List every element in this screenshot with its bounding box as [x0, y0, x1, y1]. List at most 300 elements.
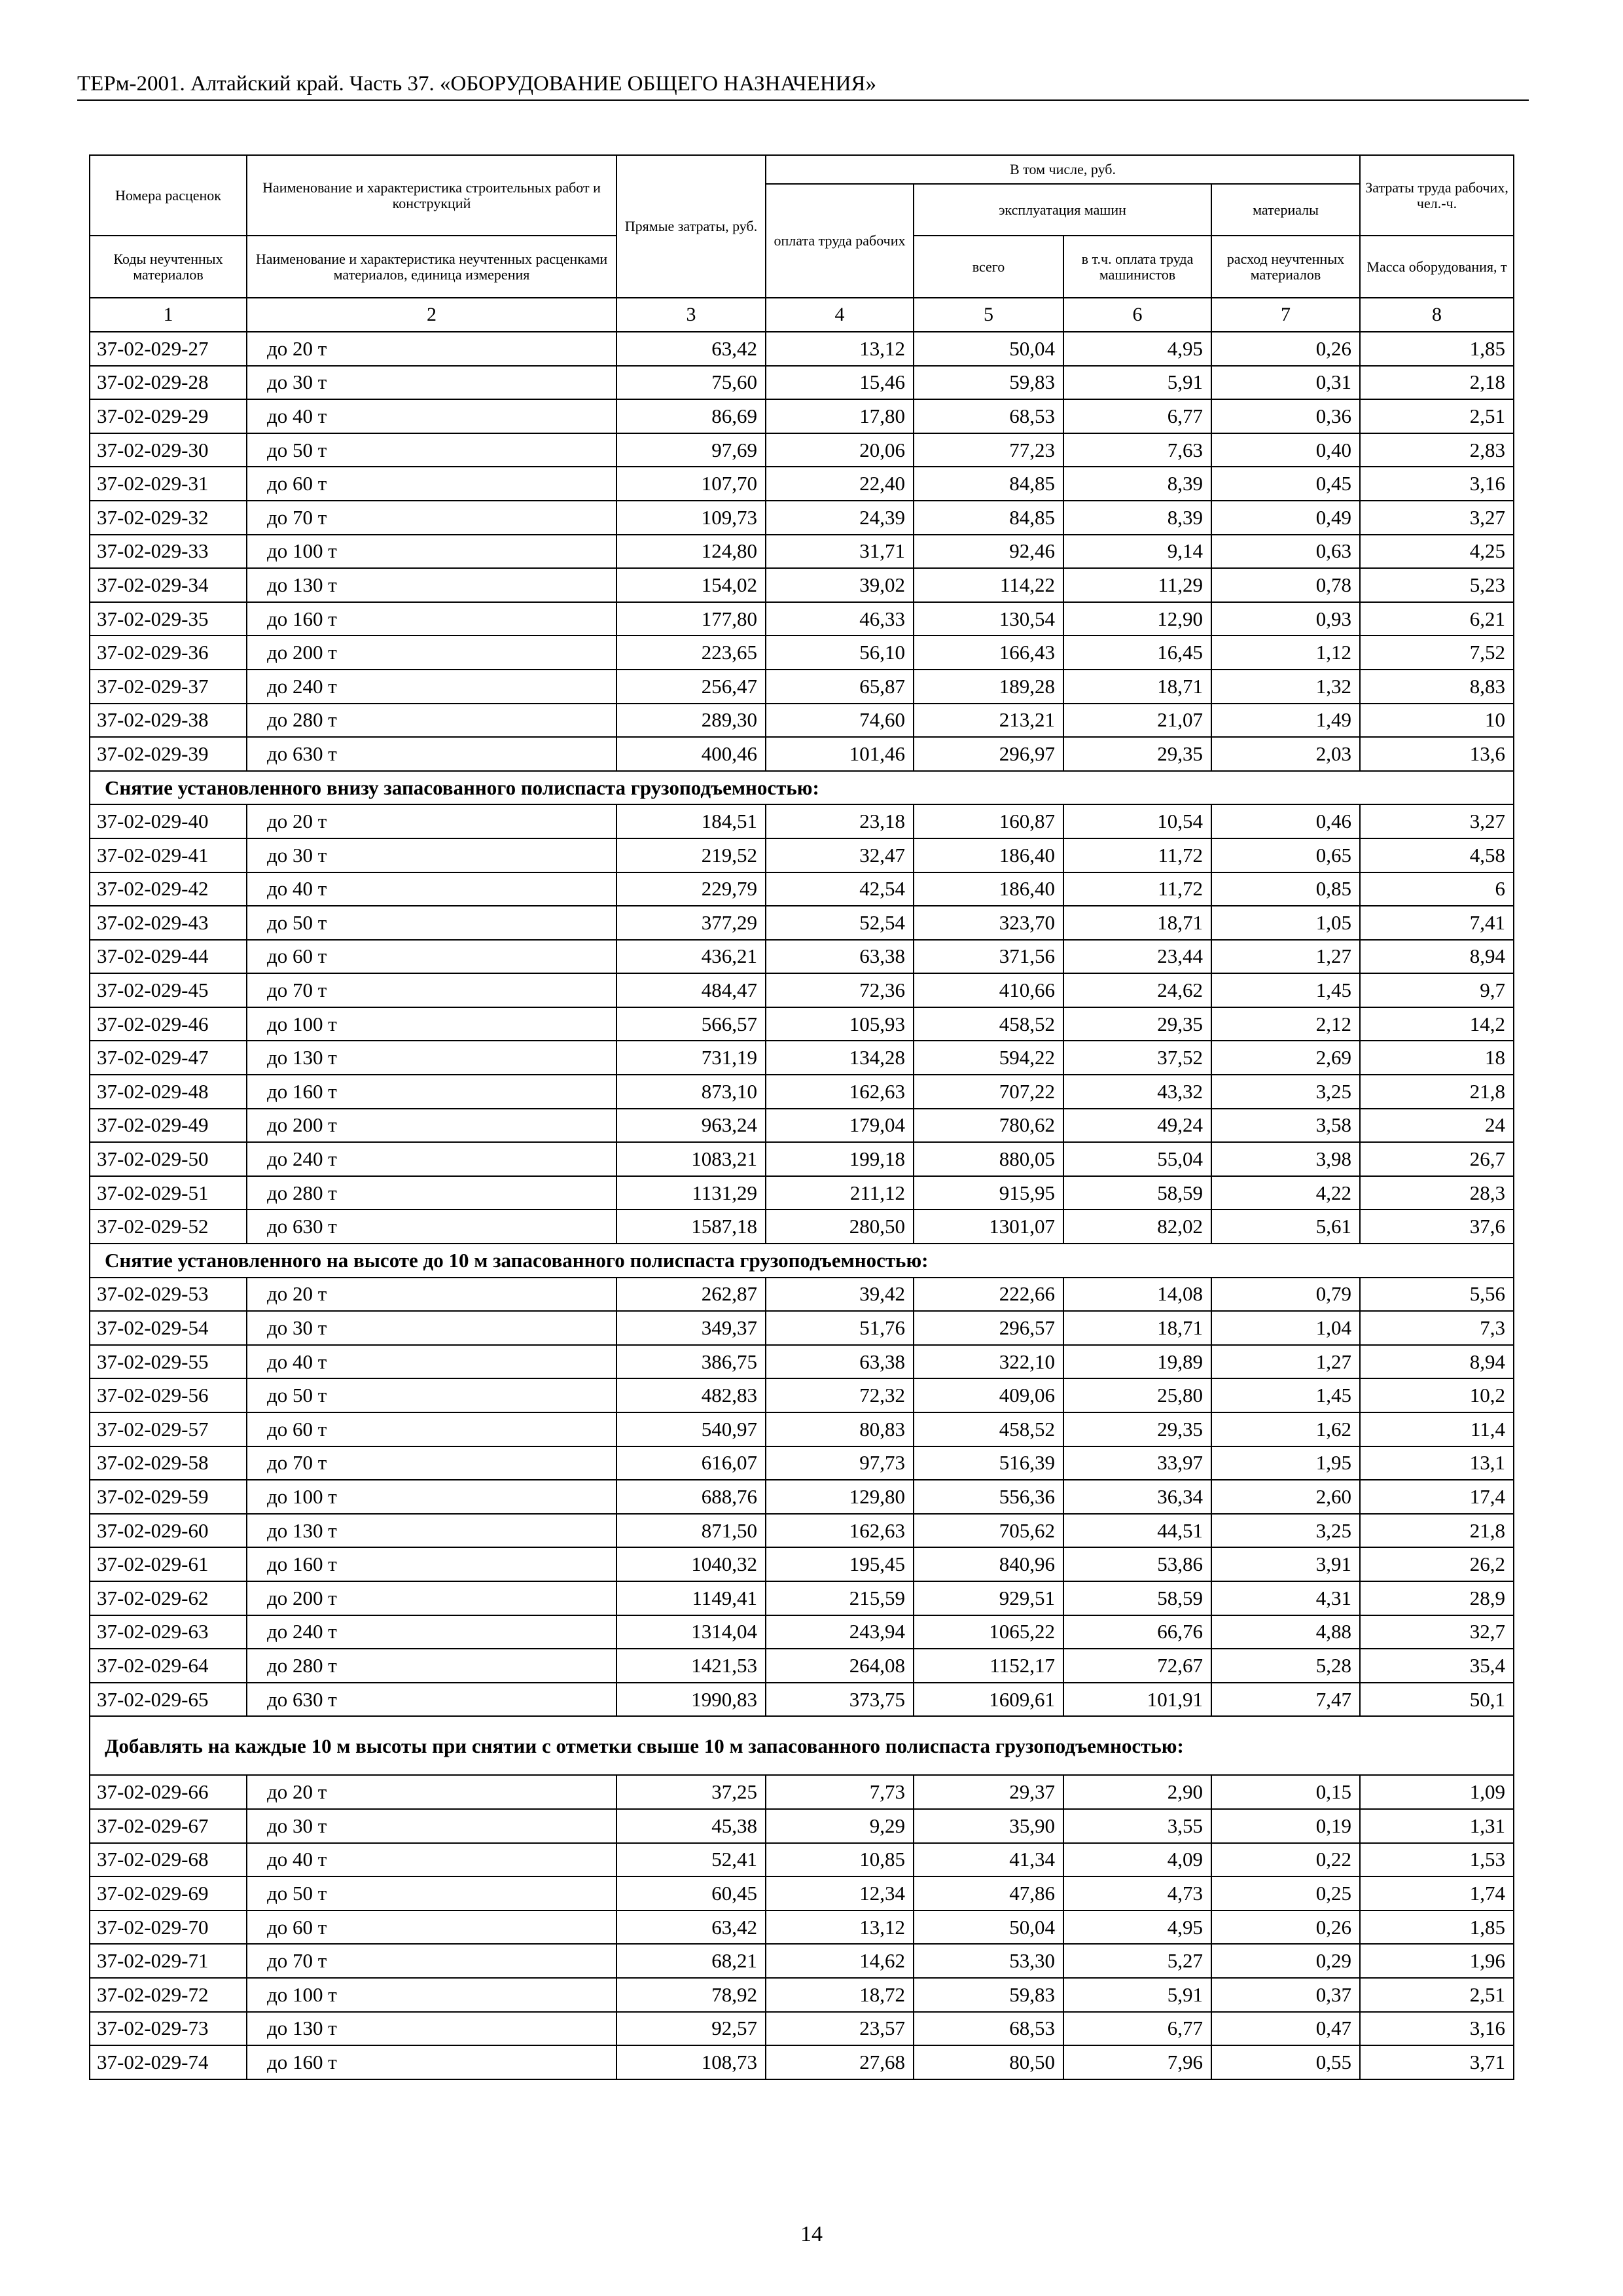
- materials-cell: 2,60: [1211, 1480, 1360, 1514]
- labor-pay-cell: 42,54: [766, 872, 914, 906]
- operators-pay-cell: 23,44: [1063, 940, 1211, 974]
- labor-hours-cell: 1,09: [1360, 1775, 1514, 1809]
- machine-total-cell: 458,52: [914, 1412, 1063, 1446]
- direct-costs-cell: 386,75: [616, 1345, 766, 1379]
- rate-code: 37-02-029-49: [90, 1109, 247, 1143]
- table-row: [90, 1547, 1514, 1581]
- operators-pay-cell: 5,91: [1063, 366, 1211, 400]
- operators-pay-cell: 19,89: [1063, 1345, 1211, 1379]
- direct-costs-cell: 731,19: [616, 1041, 766, 1075]
- operators-pay-cell: 101,91: [1063, 1683, 1211, 1717]
- table-row: [90, 1978, 1514, 2012]
- labor-hours-cell: 37,6: [1360, 1210, 1514, 1244]
- table-row: [90, 2012, 1514, 2046]
- header-unaccounted-names: Наименование и характеристика неучтенных расценками материалов, единица измерения: [247, 236, 616, 298]
- direct-costs-cell: 45,38: [616, 1809, 766, 1843]
- materials-cell: 0,26: [1211, 1910, 1360, 1945]
- machine-total-cell: 594,22: [914, 1041, 1063, 1075]
- machine-total-cell: 409,06: [914, 1378, 1063, 1412]
- labor-pay-cell: 46,33: [766, 602, 914, 636]
- operators-pay-cell: 2,90: [1063, 1775, 1211, 1809]
- labor-pay-cell: 101,46: [766, 737, 914, 771]
- operators-pay-cell: 11,29: [1063, 568, 1211, 602]
- table-row: [90, 838, 1514, 872]
- labor-hours-cell: 6,21: [1360, 602, 1514, 636]
- section-row: [90, 1244, 1514, 1278]
- item-name: до 160 т: [247, 2045, 616, 2079]
- labor-hours-cell: 26,2: [1360, 1547, 1514, 1581]
- direct-costs-cell: 262,87: [616, 1278, 766, 1312]
- direct-costs-cell: 482,83: [616, 1378, 766, 1412]
- materials-cell: 0,93: [1211, 602, 1360, 636]
- labor-hours-cell: 18: [1360, 1041, 1514, 1075]
- machine-total-cell: 53,30: [914, 1944, 1063, 1978]
- machine-total-cell: 68,53: [914, 2012, 1063, 2046]
- operators-pay-cell: 7,96: [1063, 2045, 1211, 2079]
- labor-pay-cell: 20,06: [766, 433, 914, 467]
- operators-pay-cell: 53,86: [1063, 1547, 1211, 1581]
- materials-cell: 3,25: [1211, 1514, 1360, 1548]
- labor-hours-cell: 13,1: [1360, 1446, 1514, 1480]
- labor-hours-cell: 1,74: [1360, 1876, 1514, 1910]
- materials-cell: 0,47: [1211, 2012, 1360, 2046]
- labor-pay-cell: 199,18: [766, 1142, 914, 1176]
- materials-cell: 0,29: [1211, 1944, 1360, 1978]
- item-name: до 100 т: [247, 535, 616, 569]
- labor-hours-cell: 4,25: [1360, 535, 1514, 569]
- machine-total-cell: 840,96: [914, 1547, 1063, 1581]
- rate-code: 37-02-029-63: [90, 1615, 247, 1649]
- item-name: до 630 т: [247, 737, 616, 771]
- item-name: до 60 т: [247, 467, 616, 501]
- labor-hours-cell: 9,7: [1360, 973, 1514, 1007]
- operators-pay-cell: 4,95: [1063, 332, 1211, 366]
- section-row: [90, 771, 1514, 805]
- operators-pay-cell: 58,59: [1063, 1581, 1211, 1615]
- item-name: до 30 т: [247, 1311, 616, 1345]
- table-row: [90, 1345, 1514, 1379]
- labor-pay-cell: 162,63: [766, 1514, 914, 1548]
- item-name: до 30 т: [247, 366, 616, 400]
- item-name: до 70 т: [247, 973, 616, 1007]
- column-number: 2: [247, 298, 616, 332]
- direct-costs-cell: 108,73: [616, 2045, 766, 2079]
- materials-cell: 0,78: [1211, 568, 1360, 602]
- labor-pay-cell: 63,38: [766, 940, 914, 974]
- machine-total-cell: 371,56: [914, 940, 1063, 974]
- rate-code: 37-02-029-44: [90, 940, 247, 974]
- machine-total-cell: 84,85: [914, 467, 1063, 501]
- labor-pay-cell: 32,47: [766, 838, 914, 872]
- table-row: [90, 1683, 1514, 1717]
- labor-pay-cell: 51,76: [766, 1311, 914, 1345]
- direct-costs-cell: 400,46: [616, 737, 766, 771]
- machine-total-cell: 707,22: [914, 1075, 1063, 1109]
- labor-pay-cell: 162,63: [766, 1075, 914, 1109]
- operators-pay-cell: 6,77: [1063, 2012, 1211, 2046]
- direct-costs-cell: 871,50: [616, 1514, 766, 1548]
- labor-hours-cell: 3,27: [1360, 804, 1514, 838]
- machine-total-cell: 114,22: [914, 568, 1063, 602]
- operators-pay-cell: 72,67: [1063, 1649, 1211, 1683]
- operators-pay-cell: 29,35: [1063, 1007, 1211, 1041]
- materials-cell: 3,25: [1211, 1075, 1360, 1109]
- item-name: до 50 т: [247, 1378, 616, 1412]
- labor-hours-cell: 2,18: [1360, 366, 1514, 400]
- operators-pay-cell: 14,08: [1063, 1278, 1211, 1312]
- header-labor-pay: оплата труда рабочих: [766, 184, 914, 298]
- direct-costs-cell: 1587,18: [616, 1210, 766, 1244]
- machine-total-cell: 322,10: [914, 1345, 1063, 1379]
- labor-hours-cell: 5,56: [1360, 1278, 1514, 1312]
- direct-costs-cell: 52,41: [616, 1843, 766, 1877]
- rate-code: 37-02-029-51: [90, 1176, 247, 1210]
- rate-code: 37-02-029-37: [90, 670, 247, 704]
- item-name: до 30 т: [247, 1809, 616, 1843]
- item-name: до 130 т: [247, 2012, 616, 2046]
- rate-code: 37-02-029-54: [90, 1311, 247, 1345]
- table-row: [90, 433, 1514, 467]
- machine-total-cell: 1065,22: [914, 1615, 1063, 1649]
- labor-pay-cell: 52,54: [766, 906, 914, 940]
- materials-cell: 0,49: [1211, 501, 1360, 535]
- materials-cell: 0,25: [1211, 1876, 1360, 1910]
- rate-code: 37-02-029-46: [90, 1007, 247, 1041]
- materials-cell: 1,45: [1211, 1378, 1360, 1412]
- labor-pay-cell: 12,34: [766, 1876, 914, 1910]
- table-row: [90, 670, 1514, 704]
- item-name: до 130 т: [247, 1514, 616, 1548]
- machine-total-cell: 186,40: [914, 872, 1063, 906]
- labor-pay-cell: 211,12: [766, 1176, 914, 1210]
- direct-costs-cell: 377,29: [616, 906, 766, 940]
- table-row: [90, 1210, 1514, 1244]
- machine-total-cell: 186,40: [914, 838, 1063, 872]
- item-name: до 60 т: [247, 1412, 616, 1446]
- section-title: Снятие установленного внизу запасованного полиспаста грузоподъемностью:: [90, 771, 1514, 805]
- operators-pay-cell: 5,27: [1063, 1944, 1211, 1978]
- operators-pay-cell: 7,63: [1063, 433, 1211, 467]
- column-number: 1: [90, 298, 247, 332]
- operators-pay-cell: 29,35: [1063, 1412, 1211, 1446]
- labor-pay-cell: 39,42: [766, 1278, 914, 1312]
- table-row: [90, 535, 1514, 569]
- item-name: до 40 т: [247, 1843, 616, 1877]
- table-row: [90, 737, 1514, 771]
- item-name: до 100 т: [247, 1978, 616, 2012]
- materials-cell: 0,31: [1211, 366, 1360, 400]
- rate-code: 37-02-029-36: [90, 636, 247, 670]
- section-title: Снятие установленного на высоте до 10 м запасованного полиспаста грузоподъемностью:: [90, 1244, 1514, 1278]
- table-row: [90, 366, 1514, 400]
- table-row: [90, 636, 1514, 670]
- rate-code: 37-02-029-41: [90, 838, 247, 872]
- header-direct-costs: Прямые затраты, руб.: [616, 155, 766, 298]
- table-row: [90, 568, 1514, 602]
- materials-cell: 0,40: [1211, 433, 1360, 467]
- direct-costs-cell: 1040,32: [616, 1547, 766, 1581]
- operators-pay-cell: 4,73: [1063, 1876, 1211, 1910]
- item-name: до 20 т: [247, 804, 616, 838]
- labor-hours-cell: 35,4: [1360, 1649, 1514, 1683]
- operators-pay-cell: 9,14: [1063, 535, 1211, 569]
- labor-hours-cell: 50,1: [1360, 1683, 1514, 1717]
- direct-costs-cell: 184,51: [616, 804, 766, 838]
- table-row: [90, 1007, 1514, 1041]
- table-row: [90, 602, 1514, 636]
- operators-pay-cell: 18,71: [1063, 906, 1211, 940]
- document-title: ТЕРм-2001. Алтайский край. Часть 37. «ОБОРУДОВАНИЕ ОБЩЕГО НАЗНАЧЕНИЯ»: [77, 72, 877, 96]
- header-labor-costs: Затраты труда рабочих, чел.-ч.: [1360, 155, 1514, 236]
- machine-total-cell: 50,04: [914, 332, 1063, 366]
- rate-code: 37-02-029-61: [90, 1547, 247, 1581]
- table-row: [90, 804, 1514, 838]
- rate-code: 37-02-029-59: [90, 1480, 247, 1514]
- rate-code: 37-02-029-73: [90, 2012, 247, 2046]
- direct-costs-cell: 1131,29: [616, 1176, 766, 1210]
- materials-cell: 4,88: [1211, 1615, 1360, 1649]
- labor-hours-cell: 24: [1360, 1109, 1514, 1143]
- labor-pay-cell: 280,50: [766, 1210, 914, 1244]
- table-row: [90, 332, 1514, 366]
- direct-costs-cell: 86,69: [616, 399, 766, 433]
- item-name: до 40 т: [247, 1345, 616, 1379]
- rate-code: 37-02-029-29: [90, 399, 247, 433]
- labor-pay-cell: 15,46: [766, 366, 914, 400]
- direct-costs-cell: 63,42: [616, 1910, 766, 1945]
- operators-pay-cell: 18,71: [1063, 670, 1211, 704]
- document-header: [77, 71, 1529, 101]
- labor-hours-cell: 11,4: [1360, 1412, 1514, 1446]
- header-machine-operation: эксплуатация машин: [914, 184, 1211, 236]
- labor-hours-cell: 5,23: [1360, 568, 1514, 602]
- item-name: до 20 т: [247, 1278, 616, 1312]
- direct-costs-cell: 78,92: [616, 1978, 766, 2012]
- item-name: до 200 т: [247, 1109, 616, 1143]
- materials-cell: 0,55: [1211, 2045, 1360, 2079]
- machine-total-cell: 556,36: [914, 1480, 1063, 1514]
- direct-costs-cell: 75,60: [616, 366, 766, 400]
- direct-costs-cell: 616,07: [616, 1446, 766, 1480]
- materials-cell: 1,12: [1211, 636, 1360, 670]
- rate-code: 37-02-029-27: [90, 332, 247, 366]
- item-name: до 200 т: [247, 1581, 616, 1615]
- labor-hours-cell: 1,85: [1360, 1910, 1514, 1945]
- labor-pay-cell: 24,39: [766, 501, 914, 535]
- materials-cell: 1,95: [1211, 1446, 1360, 1480]
- labor-hours-cell: 3,27: [1360, 501, 1514, 535]
- table-row: [90, 973, 1514, 1007]
- labor-pay-cell: 22,40: [766, 467, 914, 501]
- rate-code: 37-02-029-70: [90, 1910, 247, 1945]
- operators-pay-cell: 29,35: [1063, 737, 1211, 771]
- labor-pay-cell: 39,02: [766, 568, 914, 602]
- item-name: до 60 т: [247, 940, 616, 974]
- column-number: 3: [616, 298, 766, 332]
- labor-pay-cell: 80,83: [766, 1412, 914, 1446]
- operators-pay-cell: 12,90: [1063, 602, 1211, 636]
- rate-code: 37-02-029-57: [90, 1412, 247, 1446]
- labor-hours-cell: 6: [1360, 872, 1514, 906]
- labor-pay-cell: 134,28: [766, 1041, 914, 1075]
- materials-cell: 0,65: [1211, 838, 1360, 872]
- labor-hours-cell: 8,94: [1360, 940, 1514, 974]
- materials-cell: 0,26: [1211, 332, 1360, 366]
- labor-hours-cell: 1,31: [1360, 1809, 1514, 1843]
- machine-total-cell: 160,87: [914, 804, 1063, 838]
- materials-cell: 1,04: [1211, 1311, 1360, 1345]
- machine-total-cell: 80,50: [914, 2045, 1063, 2079]
- item-name: до 240 т: [247, 1615, 616, 1649]
- table-row: [90, 1311, 1514, 1345]
- operators-pay-cell: 55,04: [1063, 1142, 1211, 1176]
- table-row: [90, 1944, 1514, 1978]
- rate-code: 37-02-029-40: [90, 804, 247, 838]
- operators-pay-cell: 6,77: [1063, 399, 1211, 433]
- item-name: до 240 т: [247, 670, 616, 704]
- operators-pay-cell: 11,72: [1063, 838, 1211, 872]
- labor-pay-cell: 7,73: [766, 1775, 914, 1809]
- labor-hours-cell: 7,52: [1360, 636, 1514, 670]
- rate-code: 37-02-029-35: [90, 602, 247, 636]
- item-name: до 130 т: [247, 1041, 616, 1075]
- labor-pay-cell: 373,75: [766, 1683, 914, 1717]
- direct-costs-cell: 349,37: [616, 1311, 766, 1345]
- rate-code: 37-02-029-69: [90, 1876, 247, 1910]
- column-number: 7: [1211, 298, 1360, 332]
- materials-cell: 4,31: [1211, 1581, 1360, 1615]
- operators-pay-cell: 44,51: [1063, 1514, 1211, 1548]
- machine-total-cell: 222,66: [914, 1278, 1063, 1312]
- table-row: [90, 2045, 1514, 2079]
- labor-hours-cell: 1,85: [1360, 332, 1514, 366]
- item-name: до 40 т: [247, 399, 616, 433]
- item-name: до 240 т: [247, 1142, 616, 1176]
- header-work-name: Наименование и характеристика строительных работ и конструкций: [247, 155, 616, 236]
- rate-code: 37-02-029-62: [90, 1581, 247, 1615]
- labor-pay-cell: 23,57: [766, 2012, 914, 2046]
- header-unaccounted-consumption: расход неучтенных материалов: [1211, 236, 1360, 298]
- table-row: [90, 501, 1514, 535]
- labor-hours-cell: 4,58: [1360, 838, 1514, 872]
- rate-code: 37-02-029-45: [90, 973, 247, 1007]
- labor-hours-cell: 14,2: [1360, 1007, 1514, 1041]
- machine-total-cell: 59,83: [914, 1978, 1063, 2012]
- machine-total-cell: 47,86: [914, 1876, 1063, 1910]
- labor-pay-cell: 31,71: [766, 535, 914, 569]
- header-materials: материалы: [1211, 184, 1360, 236]
- table-row: [90, 1446, 1514, 1480]
- labor-pay-cell: 27,68: [766, 2045, 914, 2079]
- materials-cell: 1,27: [1211, 1345, 1360, 1379]
- table-row: [90, 1278, 1514, 1312]
- direct-costs-cell: 154,02: [616, 568, 766, 602]
- labor-hours-cell: 17,4: [1360, 1480, 1514, 1514]
- machine-total-cell: 705,62: [914, 1514, 1063, 1548]
- labor-pay-cell: 105,93: [766, 1007, 914, 1041]
- header-unaccounted-codes: Коды неучтенных материалов: [90, 236, 247, 298]
- materials-cell: 3,98: [1211, 1142, 1360, 1176]
- operators-pay-cell: 3,55: [1063, 1809, 1211, 1843]
- direct-costs-cell: 688,76: [616, 1480, 766, 1514]
- rate-code: 37-02-029-34: [90, 568, 247, 602]
- column-number: 5: [914, 298, 1063, 332]
- item-name: до 50 т: [247, 906, 616, 940]
- table-row: [90, 1041, 1514, 1075]
- labor-pay-cell: 65,87: [766, 670, 914, 704]
- direct-costs-cell: 68,21: [616, 1944, 766, 1978]
- rate-code: 37-02-029-72: [90, 1978, 247, 2012]
- direct-costs-cell: 219,52: [616, 838, 766, 872]
- materials-cell: 1,45: [1211, 973, 1360, 1007]
- rate-code: 37-02-029-66: [90, 1775, 247, 1809]
- item-name: до 630 т: [247, 1683, 616, 1717]
- operators-pay-cell: 11,72: [1063, 872, 1211, 906]
- rate-code: 37-02-029-55: [90, 1345, 247, 1379]
- labor-hours-cell: 28,9: [1360, 1581, 1514, 1615]
- labor-hours-cell: 7,3: [1360, 1311, 1514, 1345]
- rate-code: 37-02-029-39: [90, 737, 247, 771]
- operators-pay-cell: 43,32: [1063, 1075, 1211, 1109]
- direct-costs-cell: 109,73: [616, 501, 766, 535]
- materials-cell: 3,58: [1211, 1109, 1360, 1143]
- header-including: В том числе, руб.: [766, 155, 1360, 184]
- table-row: [90, 704, 1514, 738]
- table-row: [90, 940, 1514, 974]
- materials-cell: 0,85: [1211, 872, 1360, 906]
- item-name: до 280 т: [247, 1649, 616, 1683]
- labor-pay-cell: 215,59: [766, 1581, 914, 1615]
- direct-costs-cell: 1314,04: [616, 1615, 766, 1649]
- materials-cell: 0,22: [1211, 1843, 1360, 1877]
- machine-total-cell: 84,85: [914, 501, 1063, 535]
- operators-pay-cell: 37,52: [1063, 1041, 1211, 1075]
- labor-hours-cell: 1,96: [1360, 1944, 1514, 1978]
- machine-total-cell: 189,28: [914, 670, 1063, 704]
- rate-code: 37-02-029-65: [90, 1683, 247, 1717]
- operators-pay-cell: 24,62: [1063, 973, 1211, 1007]
- header-machine-total: всего: [914, 236, 1063, 298]
- machine-total-cell: 68,53: [914, 399, 1063, 433]
- direct-costs-cell: 124,80: [616, 535, 766, 569]
- column-number: 8: [1360, 298, 1514, 332]
- rate-code: 37-02-029-52: [90, 1210, 247, 1244]
- machine-total-cell: 35,90: [914, 1809, 1063, 1843]
- table-row: [90, 1775, 1514, 1809]
- header-machine-operators-pay: в т.ч. оплата труда машинистов: [1063, 236, 1211, 298]
- labor-pay-cell: 18,72: [766, 1978, 914, 2012]
- labor-hours-cell: 28,3: [1360, 1176, 1514, 1210]
- machine-total-cell: 1152,17: [914, 1649, 1063, 1683]
- direct-costs-cell: 1421,53: [616, 1649, 766, 1683]
- operators-pay-cell: 8,39: [1063, 467, 1211, 501]
- materials-cell: 2,69: [1211, 1041, 1360, 1075]
- table-row: [90, 1809, 1514, 1843]
- labor-pay-cell: 129,80: [766, 1480, 914, 1514]
- direct-costs-cell: 92,57: [616, 2012, 766, 2046]
- item-name: до 60 т: [247, 1910, 616, 1945]
- machine-total-cell: 516,39: [914, 1446, 1063, 1480]
- materials-cell: 0,45: [1211, 467, 1360, 501]
- direct-costs-cell: 60,45: [616, 1876, 766, 1910]
- direct-costs-cell: 566,57: [616, 1007, 766, 1041]
- direct-costs-cell: 107,70: [616, 467, 766, 501]
- machine-total-cell: 77,23: [914, 433, 1063, 467]
- rate-code: 37-02-029-67: [90, 1809, 247, 1843]
- machine-total-cell: 410,66: [914, 973, 1063, 1007]
- header-equipment-mass: Масса оборудования, т: [1360, 236, 1514, 298]
- table-row: [90, 1581, 1514, 1615]
